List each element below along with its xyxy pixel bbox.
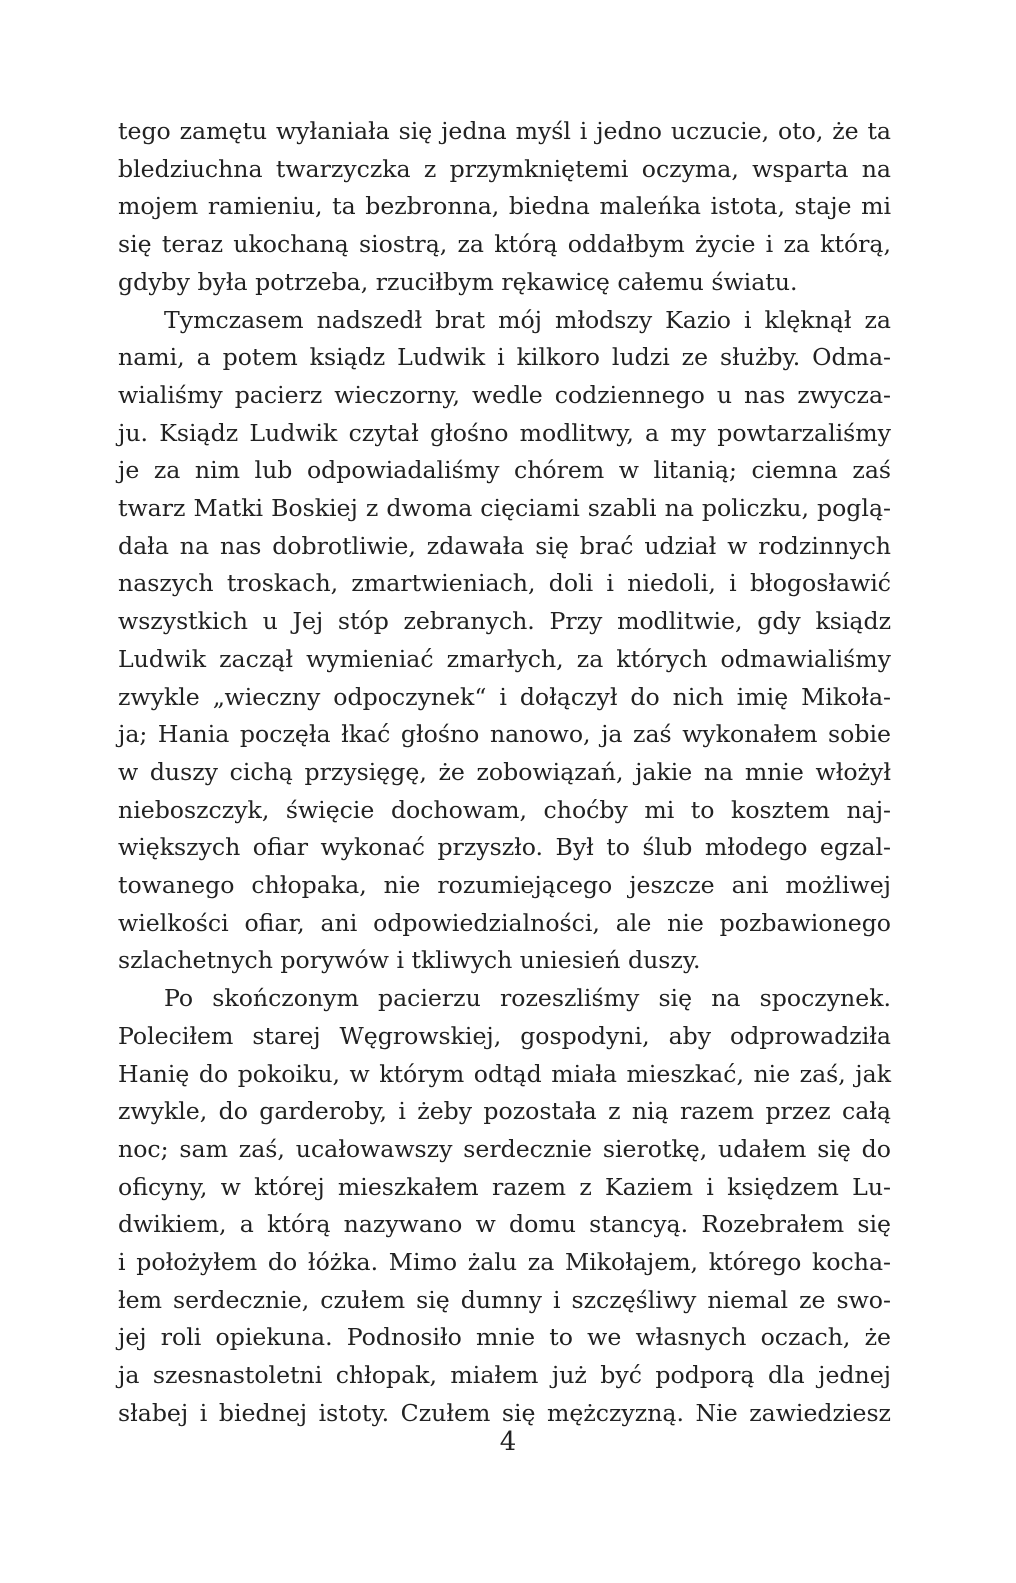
text-line: słabej i biednej istoty. Czułem się mężczyzną. Nie zawiedziesz: [118, 1398, 891, 1427]
text-line: towanego chłopaka, nie rozumiejącego jeszcze ani możliwej: [118, 871, 891, 899]
text-line: większych ofiar wykonać przyszło. Był to ślub młodego egzal-: [118, 833, 891, 862]
text-line: mojem ramieniu, ta bezbronna, biedna maleńka istota, staje mi: [118, 192, 891, 221]
text-line: łem serdecznie, czułem się dumny i szczęśliwy niemal ze swo-: [118, 1285, 891, 1314]
text-line: zwykle „wieczny odpoczynek“ i dołączył do nich imię Mikoła-: [118, 682, 891, 711]
text-line: Poleciłem starej Węgrowskiej, gospodyni, aby odprowadziła: [118, 1021, 891, 1050]
text-line: ja; Hania poczęła łkać głośno nanowo, ja zaś wykonałem sobie: [118, 720, 891, 749]
text-line: Po skończonym pacierzu rozeszliśmy się na spoczynek.: [164, 984, 891, 1013]
text-line: dwikiem, a którą nazywano w domu stancyą. Rozebrałem się: [118, 1210, 891, 1239]
text-line: je za nim lub odpowiadaliśmy chórem w litanią; ciemna zaś: [118, 456, 891, 485]
text-line: szlachetnych porywów i tkliwych uniesień duszy.: [118, 946, 701, 975]
text-line: twarz Matki Boskiej z dwoma cięciami szabli na policzku, poglą-: [118, 494, 891, 522]
text-line: wszystkich u Jej stóp zebranych. Przy modlitwie, gdy ksiądz: [118, 607, 891, 636]
text-line: bledziuchna twarzyczka z przymkniętemi oczyma, wsparta na: [118, 154, 891, 183]
text-line: jej roli opiekuna. Podnosiło mnie to we własnych oczach, że: [118, 1323, 891, 1352]
text-line: w duszy cichą przysięgę, że zobowiązań, jakie na mnie włożył: [118, 757, 891, 786]
text-line: nieboszczyk, święcie dochowam, choćby mi to kosztem naj-: [118, 795, 891, 824]
text-line: zwykle, do garderoby, i żeby pozostała z nią razem przez całą: [118, 1097, 891, 1126]
text-line: Hanię do pokoiku, w którym odtąd miała mieszkać, nie zaś, jak: [118, 1059, 891, 1088]
text-line: dała na nas dobrotliwie, zdawała się brać udział w rodzinnych: [118, 531, 891, 560]
text-line: tego zamętu wyłaniała się jedna myśl i jedno uczucie, oto, że ta: [118, 117, 891, 145]
text-line: naszych troskach, zmartwieniach, doli i niedoli, i błogosławić: [118, 569, 891, 598]
text-line: noc; sam zaś, ucałowawszy serdecznie sierotkę, udałem się do: [118, 1134, 891, 1163]
text-line: wielkości ofiar, ani odpowiedzialności, ale nie pozbawionego: [118, 908, 891, 937]
text-line: wialiśmy pacierz wieczorny, wedle codziennego u nas zwycza-: [118, 380, 891, 409]
page-number: 4: [499, 1427, 517, 1457]
text-line: się teraz ukochaną siostrą, za którą oddałbym życie i za którą,: [118, 230, 891, 259]
text-line: nami, a potem ksiądz Ludwik i kilkoro ludzi ze służby. Odma-: [118, 343, 891, 372]
text-line: Tymczasem nadszedł brat mój młodszy Kazio i klęknął za: [164, 305, 891, 334]
text-line: oficyny, w której mieszkałem razem z Kaziem i księdzem Lu-: [118, 1172, 891, 1201]
text-line: ja szesnastoletni chłopak, miałem już być podporą dla jednej: [118, 1361, 891, 1390]
text-line: gdyby była potrzeba, rzuciłbym rękawicę całemu światu.: [118, 267, 798, 296]
text-line: ju. Ksiądz Ludwik czytał głośno modlitwy, a my powtarzaliśmy: [118, 418, 891, 447]
text-line: Ludwik zaczął wymieniać zmarłych, za których odmawialiśmy: [118, 644, 891, 673]
text-line: i położyłem do łóżka. Mimo żalu za Mikołajem, którego kocha-: [118, 1248, 891, 1276]
